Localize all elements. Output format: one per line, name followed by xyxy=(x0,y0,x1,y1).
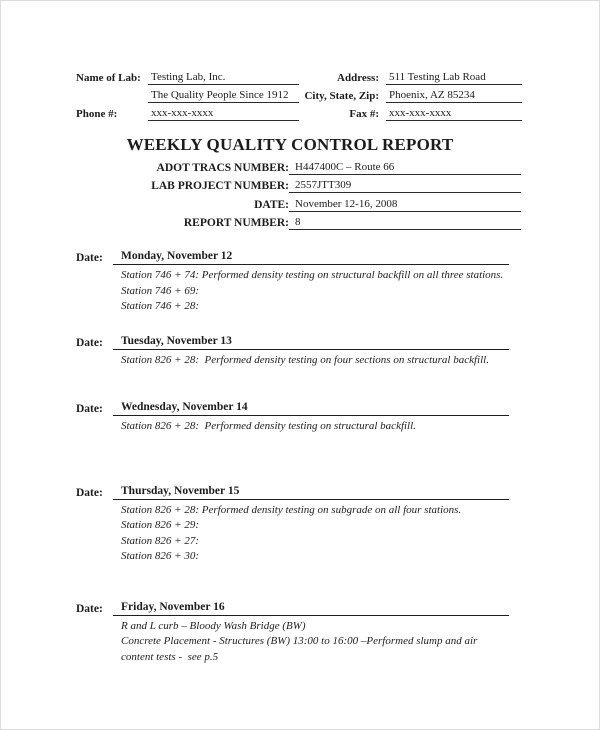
station-entry: Station 826 + 28: Performed density testing on four sections on structural backfill. xyxy=(121,353,489,366)
report-meta-block xyxy=(61,156,521,230)
city-state-zip-label: City, State, Zip: xyxy=(304,90,379,102)
phone-row xyxy=(76,103,299,121)
monday-date-value: Monday, November 12 xyxy=(113,249,509,265)
wednesday-date-row xyxy=(76,400,509,416)
monday-date-row xyxy=(76,249,509,265)
address-label: Address: xyxy=(337,72,379,84)
adot-tracs-number-value: H447400C – Route 66 xyxy=(289,160,521,175)
day-section-wednesday xyxy=(76,400,509,435)
wednesday-date-value: Wednesday, November 14 xyxy=(113,400,509,416)
lab-info-right-column xyxy=(299,67,522,121)
day-section-thursday xyxy=(76,484,509,565)
lab-info-left-column xyxy=(76,67,299,121)
name-of-lab-label: Name of Lab: xyxy=(76,72,141,84)
report-number-row xyxy=(61,212,521,231)
city-state-zip-row xyxy=(299,85,522,103)
station-entry: Station 746 + 69: xyxy=(121,284,200,297)
phone-value: xxx-xxx-xxxx xyxy=(148,106,299,121)
work-entry: R and L curb – Bloody Wash Bridge (BW) xyxy=(121,619,306,632)
lab-project-number-row xyxy=(61,175,521,194)
thursday-date-row xyxy=(76,484,509,500)
day-section-friday xyxy=(76,600,509,666)
station-entry: Station 746 + 74: Performed density testing on structural backfill on all three stations. xyxy=(121,269,504,281)
friday-date-value: Friday, November 16 xyxy=(113,600,509,616)
lab-tagline-row xyxy=(76,85,299,103)
report-number-label: REPORT NUMBER: xyxy=(183,217,289,229)
wednesday-entries xyxy=(121,416,509,435)
fax-label: Fax #: xyxy=(349,108,379,120)
fax-value: xxx-xxx-xxxx xyxy=(386,106,522,121)
station-entry: Station 826 + 29: xyxy=(121,519,200,531)
thursday-date-label: Date: xyxy=(76,486,103,499)
phone-label: Phone #: xyxy=(76,108,118,120)
name-of-lab-row xyxy=(76,67,299,85)
report-date-label: DATE: xyxy=(254,198,289,211)
day-section-monday xyxy=(76,249,509,315)
station-entry: Station 826 + 30: xyxy=(121,550,200,562)
station-entry: Station 746 + 28: xyxy=(121,300,200,312)
tuesday-entries xyxy=(121,350,509,369)
adot-tracs-number-label: ADOT TRACS NUMBER: xyxy=(156,161,289,174)
work-entry: Concrete Placement - Structures (BW) 13:00 to 16:00 –Performed slump and air xyxy=(121,635,478,647)
lab-project-number-label: LAB PROJECT NUMBER: xyxy=(151,180,289,192)
station-entry: Station 826 + 28: Performed density testing on structural backfill. xyxy=(121,420,416,432)
lab-info-form xyxy=(76,67,522,121)
report-number-value: 8 xyxy=(289,215,521,230)
friday-date-label: Date: xyxy=(76,602,103,615)
station-entry: Station 826 + 28: Performed density testing on subgrade on all four stations. xyxy=(121,503,462,516)
name-of-lab-value: Testing Lab, Inc. xyxy=(148,70,299,85)
friday-date-row xyxy=(76,600,509,616)
tuesday-date-label: Date: xyxy=(76,336,103,349)
tuesday-date-row xyxy=(76,334,509,350)
address-row xyxy=(299,67,522,85)
day-section-tuesday xyxy=(76,334,509,369)
report-date-row xyxy=(61,193,521,212)
monday-entries xyxy=(121,265,509,315)
fax-row xyxy=(299,103,522,121)
thursday-entries xyxy=(121,500,509,565)
work-entry: content tests - see p.5 xyxy=(121,650,219,663)
city-state-zip-value: Phoenix, AZ 85234 xyxy=(386,88,522,103)
wednesday-date-label: Date: xyxy=(76,403,103,415)
tuesday-date-value: Tuesday, November 13 xyxy=(113,334,509,350)
adot-tracs-number-row xyxy=(61,156,521,175)
report-date-value: November 12-16, 2008 xyxy=(289,197,521,212)
lab-project-number-value: 2557JTT309 xyxy=(289,178,521,193)
thursday-date-value: Thursday, November 15 xyxy=(113,484,509,500)
report-title: WEEKLY QUALITY CONTROL REPORT xyxy=(126,135,454,154)
address-value: 511 Testing Lab Road xyxy=(386,70,522,85)
station-entry: Station 826 + 27: xyxy=(121,534,200,547)
lab-tagline-value: The Quality People Since 1912 xyxy=(148,88,299,103)
friday-entries xyxy=(121,616,509,666)
monday-date-label: Date: xyxy=(76,252,103,264)
